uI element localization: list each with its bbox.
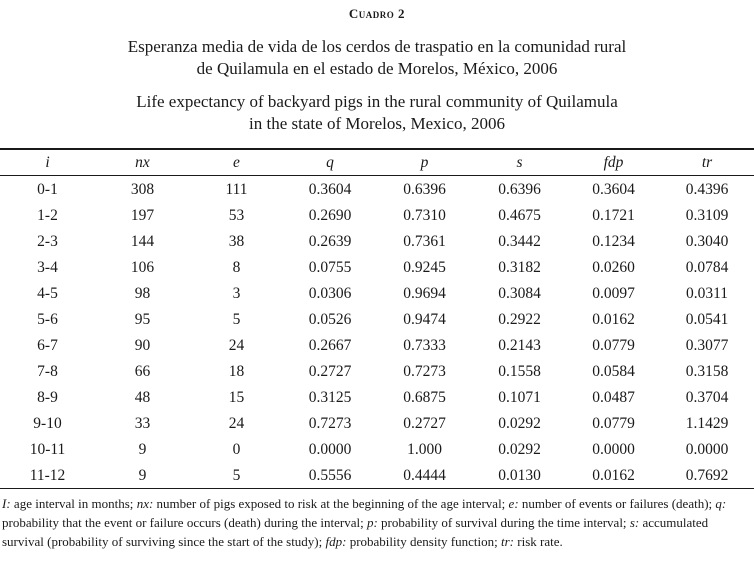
- table-cell-fdp: 0.3604: [592, 181, 635, 198]
- table-cell-q: 0.0755: [308, 259, 352, 276]
- table-cell-i: 8-9: [37, 389, 58, 406]
- table-cell-p: 1.000: [407, 441, 442, 458]
- footnote-definition: probability that the event or failure occurs (death) during the interval;: [2, 515, 367, 530]
- footnote-term: q:: [715, 496, 727, 511]
- table-cell-q: 0.0000: [308, 441, 352, 458]
- table-cell-e: 15: [228, 389, 245, 406]
- table-cell-i: 11-12: [29, 467, 66, 484]
- table-cell-fdp: 0.0779: [592, 337, 635, 354]
- table-cell-s: 0.3442: [498, 233, 541, 250]
- table-row: [0, 333, 754, 359]
- table-cell-e: 53: [228, 207, 245, 224]
- table-cell-nx: 95: [134, 311, 151, 328]
- table-cell-nx: 48: [134, 389, 151, 406]
- footnote: [2, 494, 752, 551]
- table-row: [0, 175, 754, 203]
- footnote-term: fdp:: [325, 534, 347, 549]
- table-cell-s: 0.2143: [498, 337, 541, 354]
- table-cell-p: 0.9474: [403, 311, 446, 328]
- table-row: [0, 385, 754, 411]
- table-cell-nx: 9: [138, 441, 147, 458]
- table-cell-q: 0.3125: [308, 389, 352, 406]
- table-cell-i: 2-3: [37, 233, 58, 250]
- table-cell-tr: 0.3040: [685, 233, 729, 250]
- column-header-tr: tr: [701, 154, 713, 171]
- table-cell-fdp: 0.0097: [592, 285, 635, 302]
- column-header-nx: nx: [135, 154, 150, 171]
- table-cell-q: 0.0306: [308, 285, 352, 302]
- table-cell-fdp: 0.1721: [592, 207, 635, 224]
- table-body: [0, 175, 754, 489]
- table-cell-s: 0.4675: [498, 207, 541, 224]
- table-cell-q: 0.3604: [308, 181, 352, 198]
- table-cell-p: 0.6396: [403, 181, 446, 198]
- table-cell-s: 0.6396: [498, 181, 541, 198]
- table-cell-fdp: 0.0162: [592, 311, 635, 328]
- title-spanish: [0, 36, 754, 80]
- table-cell-nx: 66: [134, 363, 151, 380]
- footnote-definition: probability density function;: [346, 534, 501, 549]
- table-header-row: [0, 151, 754, 175]
- footnote-term: s:: [629, 515, 640, 530]
- table-cell-s: 0.0130: [498, 467, 541, 484]
- table-cell-nx: 308: [130, 181, 155, 198]
- table-cell-p: 0.4444: [403, 467, 446, 484]
- table-cell-i: 6-7: [37, 337, 58, 354]
- table-cell-p: 0.7310: [403, 207, 446, 224]
- table-cell-s: 0.1071: [498, 389, 541, 406]
- table-cell-tr: 0.3077: [685, 337, 729, 354]
- table-cell-e: 3: [232, 285, 241, 302]
- title-spanish-line-2: de Quilamula en el estado de Morelos, México, 2006: [196, 59, 558, 78]
- table-cell-e: 24: [228, 337, 245, 354]
- table-cell-fdp: 0.0779: [592, 415, 635, 432]
- footnote-term: e:: [508, 496, 519, 511]
- table-cell-p: 0.2727: [403, 415, 446, 432]
- footnote-definition: probability of survival during the time interval;: [377, 515, 630, 530]
- table-cell-tr: 0.0784: [685, 259, 729, 276]
- title-english-line-1: Life expectancy of backyard pigs in the rural community of Quilamula: [136, 92, 618, 111]
- table-cell-tr: 1.1429: [685, 415, 729, 432]
- table-cell-e: 8: [232, 259, 241, 276]
- footnote-definition: number of events or failures (death);: [518, 496, 716, 511]
- table-cell-q: 0.7273: [308, 415, 352, 432]
- table-row: [0, 359, 754, 385]
- table-cell-i: 10-11: [29, 441, 66, 458]
- table-row: [0, 281, 754, 307]
- table-row: [0, 203, 754, 229]
- footnote-definition: number of pigs exposed to risk at the beginning of the age interval;: [153, 496, 509, 511]
- table-cell-i: 0-1: [37, 181, 58, 198]
- table-cell-s: 0.1558: [498, 363, 541, 380]
- table-row: [0, 229, 754, 255]
- footnote-term: tr:: [501, 534, 514, 549]
- table-cell-tr: 0.7692: [685, 467, 729, 484]
- table-cell-s: 0.0292: [498, 415, 541, 432]
- table-cell-q: 0.2690: [308, 207, 352, 224]
- life-table: [0, 151, 754, 489]
- table-row: [0, 437, 754, 463]
- table-cell-s: 0.3182: [498, 259, 541, 276]
- table-label: Cuadro 2: [348, 6, 406, 21]
- table-row: [0, 463, 754, 489]
- title-spanish-line-1: Esperanza media de vida de los cerdos de traspatio en la comunidad rural: [127, 37, 627, 56]
- table-cell-i: 7-8: [37, 363, 58, 380]
- table-cell-nx: 9: [138, 467, 147, 484]
- column-header-fdp: fdp: [603, 154, 624, 171]
- column-header-i: i: [45, 154, 50, 171]
- table-cell-s: 0.0292: [498, 441, 541, 458]
- table-cell-p: 0.9694: [403, 285, 446, 302]
- table-cell-tr: 0.4396: [685, 181, 729, 198]
- table-cell-s: 0.3084: [498, 285, 541, 302]
- table-cell-nx: 144: [130, 233, 155, 250]
- table-cell-p: 0.7361: [403, 233, 446, 250]
- table-cell-fdp: 0.0584: [592, 363, 635, 380]
- table-cell-i: 1-2: [37, 207, 58, 224]
- table-cell-nx: 98: [134, 285, 151, 302]
- table-cell-i: 5-6: [37, 311, 58, 328]
- column-header-e: e: [233, 154, 240, 171]
- table-cell-q: 0.0526: [308, 311, 352, 328]
- table-cell-e: 5: [232, 311, 241, 328]
- column-header-q: q: [326, 154, 334, 171]
- table-cell-fdp: 0.0000: [592, 441, 635, 458]
- title-english-line-2: in the state of Morelos, Mexico, 2006: [249, 114, 505, 133]
- footnote-term: I:: [2, 496, 11, 511]
- footnote-term: nx:: [136, 496, 154, 511]
- table-cell-nx: 90: [134, 337, 151, 354]
- column-header-s: s: [516, 154, 523, 171]
- table-cell-p: 0.7333: [403, 337, 446, 354]
- table-cell-tr: 0.3109: [685, 207, 729, 224]
- table-cell-q: 0.2639: [308, 233, 352, 250]
- table-cell-q: 0.5556: [308, 467, 352, 484]
- table-cell-e: 18: [228, 363, 245, 380]
- table-cell-fdp: 0.0487: [592, 389, 635, 406]
- table-cell-q: 0.2727: [308, 363, 352, 380]
- table-cell-nx: 33: [134, 415, 151, 432]
- table-cell-p: 0.7273: [403, 363, 446, 380]
- table-cell-e: 5: [232, 467, 241, 484]
- footnote-definition: risk rate.: [514, 534, 563, 549]
- column-header-p: p: [420, 154, 429, 171]
- title-english: [0, 91, 754, 135]
- table-cell-i: 9-10: [33, 415, 62, 432]
- table-row: [0, 411, 754, 437]
- table-row: [0, 307, 754, 333]
- table-cell-nx: 197: [130, 207, 155, 224]
- table-cell-tr: 0.0311: [685, 285, 729, 302]
- table-cell-tr: 0.3158: [685, 363, 729, 380]
- table-cell-i: 4-5: [37, 285, 58, 302]
- footnote-definition: age interval in months;: [10, 496, 137, 511]
- table-cell-q: 0.2667: [308, 337, 352, 354]
- footnote-term: p:: [366, 515, 378, 530]
- table-cell-tr: 0.0541: [685, 311, 729, 328]
- table-cell-e: 0: [232, 441, 241, 458]
- table-cell-fdp: 0.0260: [592, 259, 635, 276]
- table-row: [0, 255, 754, 281]
- table-cell-p: 0.9245: [403, 259, 446, 276]
- table-cell-nx: 106: [130, 259, 155, 276]
- table-cell-tr: 0.0000: [685, 441, 729, 458]
- table-cell-e: 24: [228, 415, 245, 432]
- table-cell-fdp: 0.0162: [592, 467, 635, 484]
- footnote-definition: accumulated survival (probability of surviving since the start of the study);: [2, 515, 709, 549]
- table-cell-tr: 0.3704: [685, 389, 729, 406]
- table-top-rule: [0, 148, 754, 150]
- table-cell-p: 0.6875: [403, 389, 446, 406]
- table-cell-i: 3-4: [37, 259, 58, 276]
- table-cell-e: 111: [225, 181, 248, 198]
- table-cell-e: 38: [228, 233, 245, 250]
- table-cell-s: 0.2922: [498, 311, 541, 328]
- table-cell-fdp: 0.1234: [592, 233, 635, 250]
